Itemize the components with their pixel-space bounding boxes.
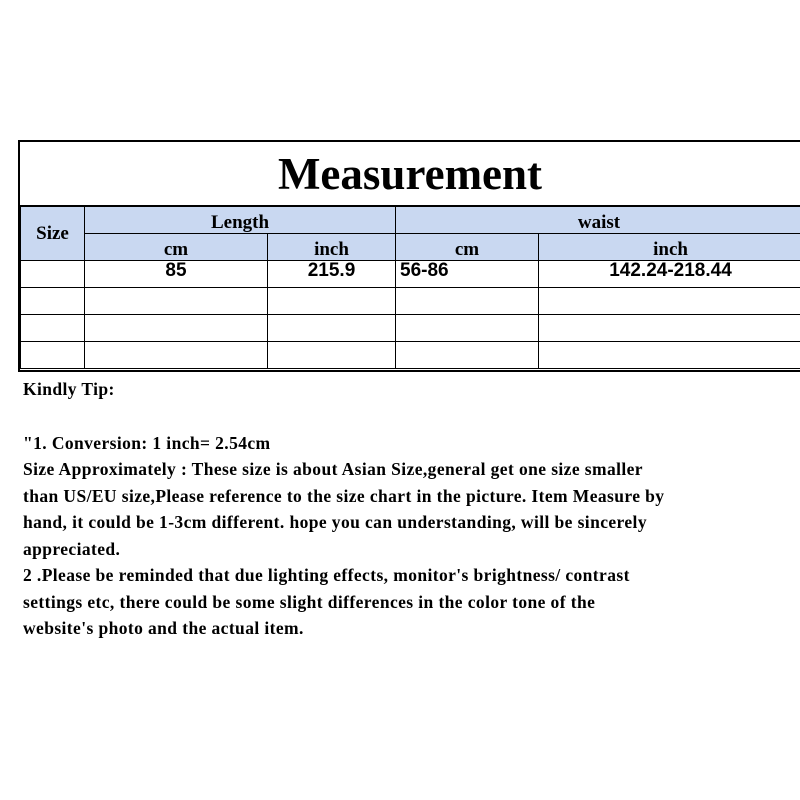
unit-waist-cm: cm	[396, 234, 539, 261]
tip-line: 2 .Please be reminded that due lighting effects, monitor's brightness/ contrast	[23, 565, 630, 585]
tip-line: hand, it could be 1-3cm different. hope you can understanding, will be sincerely	[23, 512, 647, 532]
kindly-tip-section	[23, 376, 800, 642]
unit-length-cm: cm	[85, 234, 268, 261]
unit-length-inch: inch	[268, 234, 396, 261]
cell-waist-inch	[539, 288, 800, 315]
table-row	[21, 261, 800, 288]
size-header: Size	[21, 207, 85, 261]
table-row	[21, 315, 800, 342]
cell-length-cm	[85, 315, 268, 342]
cell-length-inch	[268, 342, 396, 369]
cell-size	[21, 261, 85, 288]
size-chart	[18, 140, 800, 372]
size-table	[20, 206, 800, 369]
tip-line: "1. Conversion: 1 inch= 2.54cm	[23, 432, 271, 453]
cell-length-inch	[268, 288, 396, 315]
tip-line: website's photo and the actual item.	[23, 618, 304, 638]
cell-size	[21, 315, 85, 342]
unit-waist-inch: inch	[539, 234, 800, 261]
cell-waist-cm	[396, 315, 539, 342]
tip-line: than US/EU size,Please reference to the size chart in the picture. Item Measure by	[23, 485, 665, 506]
header-row-units	[21, 234, 800, 261]
tip-line: settings etc, there could be some slight differences in the color tone of the	[23, 591, 596, 612]
waist-header: waist	[396, 207, 800, 234]
table-row	[21, 342, 800, 369]
cell-length-cm	[85, 342, 268, 369]
chart-title: Measurement	[20, 142, 800, 206]
cell-size	[21, 342, 85, 369]
cell-length-inch	[268, 315, 396, 342]
table-row	[21, 288, 800, 315]
tip-line: Size Approximately : These size is about Asian Size,general get one size smaller	[23, 459, 643, 479]
length-header: Length	[85, 207, 396, 234]
header-row-groups	[21, 207, 800, 234]
cell-length-cm: 85	[85, 261, 268, 288]
cell-waist-inch	[539, 315, 800, 342]
tip-line: appreciated.	[23, 538, 121, 559]
cell-length-cm	[85, 288, 268, 315]
cell-waist-inch: 142.24-218.44	[539, 261, 800, 288]
tip-heading: Kindly Tip:	[23, 379, 115, 399]
cell-waist-cm: 56-86	[396, 261, 539, 288]
cell-waist-inch	[539, 342, 800, 369]
cell-waist-cm	[396, 342, 539, 369]
cell-waist-cm	[396, 288, 539, 315]
cell-length-inch: 215.9	[268, 261, 396, 288]
cell-size	[21, 288, 85, 315]
